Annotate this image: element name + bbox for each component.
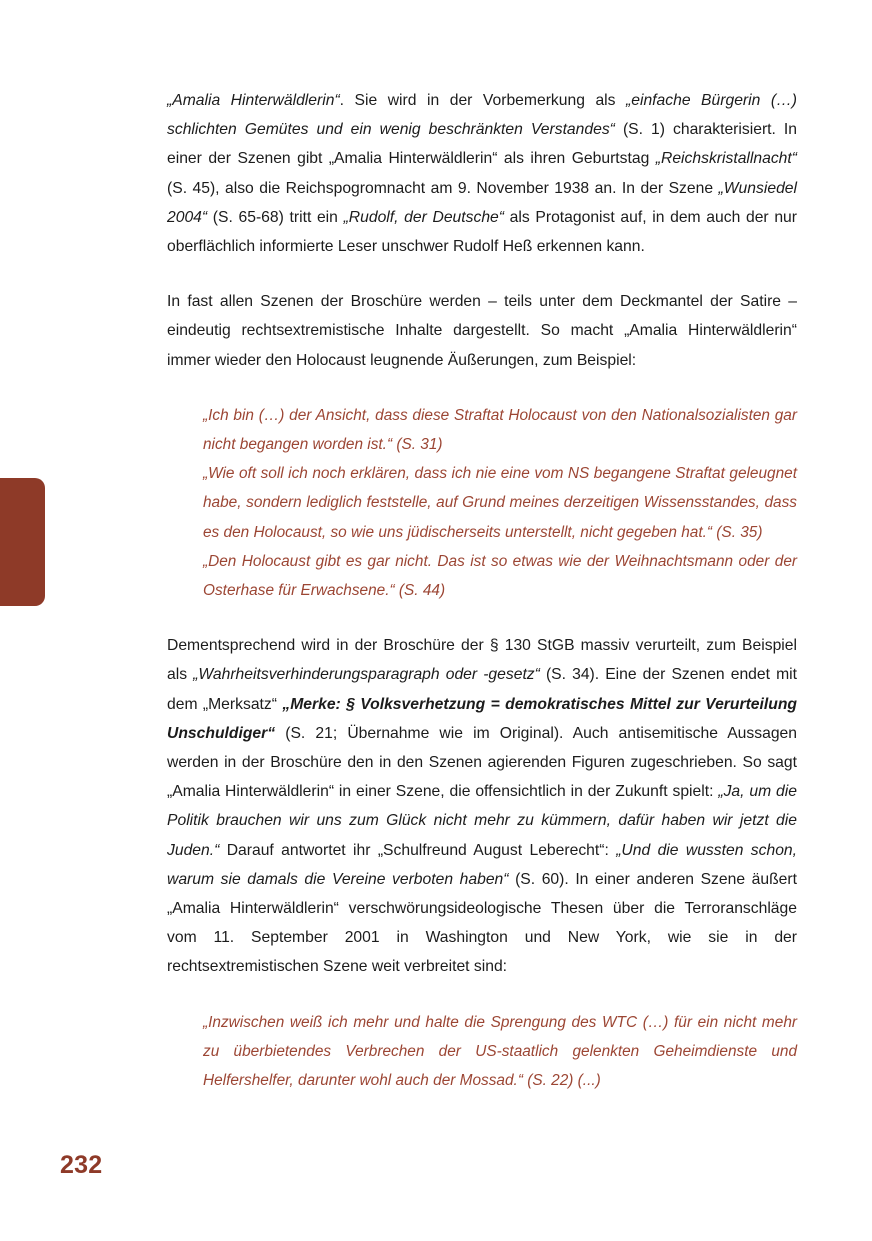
- paragraph-2: In fast allen Szenen der Broschüre werden – teils unter dem Deckmantel der Satire – eindeutig rechtsextremistische Inhalte dargestellt. So macht „Amalia Hinterwäldlerin“ immer wieder den Holocaust leugnende Äußerungen, zum Beispiel:: [167, 293, 797, 369]
- paragraph-3: [167, 631, 797, 981]
- paragraph-1-run-9: als Protagonist auf, in dem auch der nur oberflächlich informierte Leser unschwer Rudolf Heß erkennen kann.: [167, 208, 797, 256]
- quote-line: „Ich bin (…) der Ansicht, dass diese Straftat Holocaust von den Nationalsozialisten gar nicht begangen worden ist.“ (S. 31): [203, 406, 797, 454]
- paragraph-3-run-0: Dementsprechend wird in der Broschüre der § 130 StGB massiv verurteilt, zum Beispiel als: [167, 637, 797, 684]
- paragraph-1-run-3: (S. 1) charakterisiert. In einer der Szenen gibt „Amalia Hinterwäldlerin“ als ihren Geburtstag: [167, 121, 797, 168]
- paragraph-3-run-4: (S. 21; Übernahme wie im Original). Auch antisemitische Aussagen werden in der Broschüre den in den Szenen agierenden Figuren zugeschrieben. So sagt „Amalia Hinterwäldlerin“ in einer Szene, die offensichtlich in der Zukunft spielt:: [167, 724, 797, 801]
- paragraph-1-run-1: . Sie wird in der Vorbemerkung als: [339, 92, 627, 109]
- paragraph-3-run-7: „Und die wussten schon, warum sie damals die Vereine verboten haben“: [167, 841, 797, 888]
- paragraph-1-run-8: „Rudolf, der Deutsche“: [343, 208, 504, 226]
- paragraph-1-run-7: (S. 65-68) tritt ein: [207, 208, 344, 226]
- quote-line: „Inzwischen weiß ich mehr und halte die Sprengung des WTC (…) für ein nicht mehr zu überbietendes Verbrechen der US-staatlich gelenkten Geheimdienste und Helfershelfer, darunter wohl auch der Mossad.“ (S. 22) (...): [203, 1013, 797, 1090]
- paragraph-1-run-2: „einfache Bürgerin (…) schlichten Gemütes und ein wenig beschränkten Verstandes“: [167, 92, 798, 139]
- quote-block-1: [167, 401, 797, 605]
- paragraph-1-run-5: (S. 45), also die Reichspogromnacht am 9. November 1938 an. In der Szene: [167, 179, 719, 197]
- paragraph-3-run-5: „Ja, um die Politik brauchen wir uns zum Glück nicht mehr zu kümmern, dafür haben wir jetzt die Juden.“: [167, 783, 797, 859]
- quote-line: „Den Holocaust gibt es gar nicht. Das ist so etwas wie der Weihnachtsmann oder der Osterhase für Erwachsene.“ (S. 44): [203, 552, 797, 600]
- quote-block-2: [167, 1008, 797, 1096]
- paragraph-1-run-0: „Amalia Hinterwäldlerin“: [167, 92, 340, 109]
- text-column: [167, 86, 797, 1121]
- chapter-edge-tab-marker: [0, 478, 45, 606]
- quote-line: „Wie oft soll ich noch erklären, dass ich nie eine vom NS begangene Straftat geleugnet habe, sondern lediglich feststelle, auf Grund meines derzeitigen Wissensstandes, dass es den Holocaust, so wie uns jüdischerseits unterstellt, nicht gegeben hat.“ (S. 35): [203, 465, 797, 541]
- paragraph-3-run-6: Darauf antwortet ihr „Schulfreund August Leberecht“:: [219, 841, 617, 859]
- paragraph-3-run-1: „Wahrheitsverhinderungsparagraph oder -gesetz“: [193, 666, 540, 684]
- page-number: 232: [60, 1151, 103, 1179]
- paragraph-3-run-8: (S. 60). In einer anderen Szene äußert „Amalia Hinterwäldlerin“ verschwörungsideologische Thesen über die Terroranschläge vom 11. September 2001 in Washington und New York, wie sie in der rechtsextremistischen Szene weit verbreitet sind:: [167, 870, 797, 976]
- paragraph-1-run-6: „Wunsiedel 2004“: [167, 179, 797, 226]
- paragraph-1: [167, 86, 797, 261]
- paragraph-3-run-2: (S. 34). Eine der Szenen endet mit dem „Merksatz“: [167, 666, 797, 713]
- paragraph-3-run-3: „Merke: § Volksverhetzung = demokratisches Mittel zur Verurteilung Unschuldiger“: [167, 695, 797, 742]
- paragraph-1-run-4: „Reichskristallnacht“: [655, 150, 797, 168]
